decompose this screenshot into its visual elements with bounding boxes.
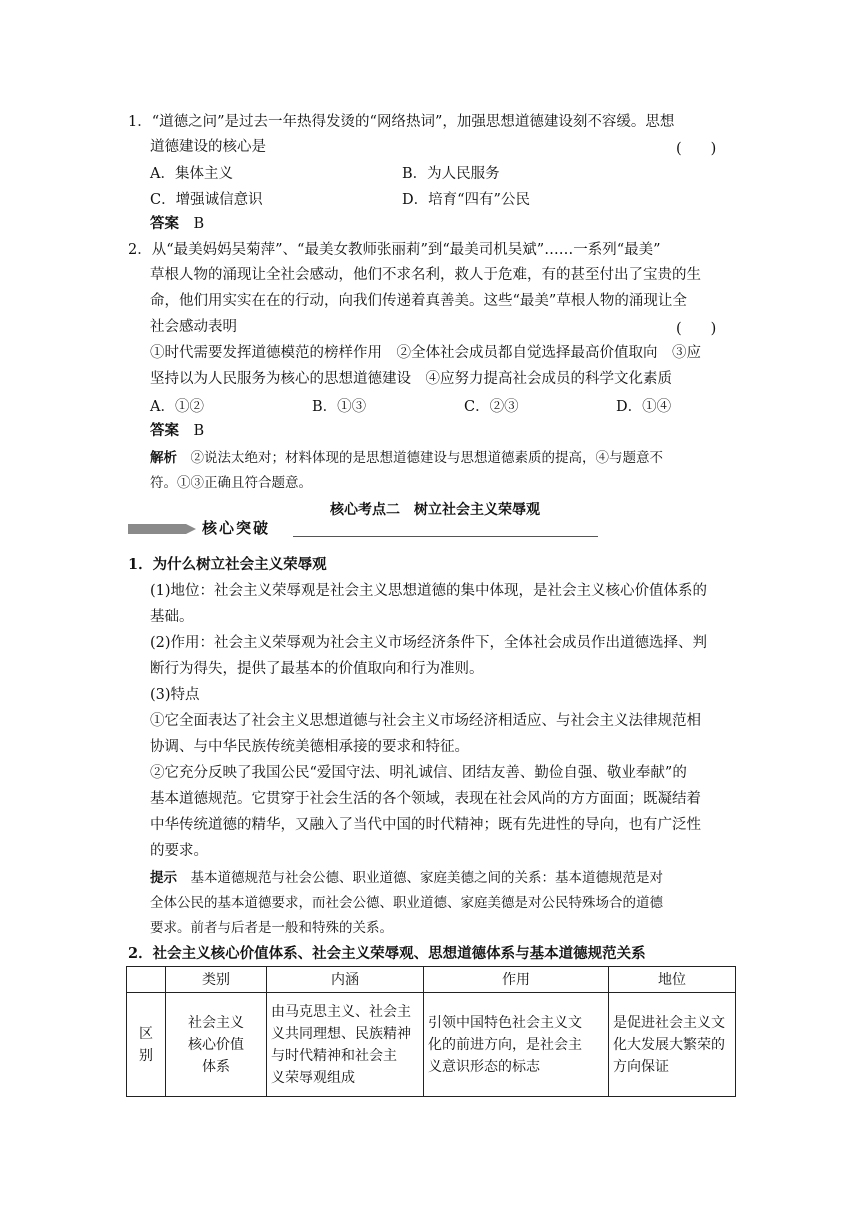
q1-answer xyxy=(150,214,204,234)
table-row xyxy=(127,993,736,1097)
p1-tip-line2: 全体公民的基本道德要求，而社会公德、职业道德、家庭美德是对公民特殊场合的道德 xyxy=(150,895,663,911)
q1-answer-value: B xyxy=(193,216,205,232)
comparison-table xyxy=(126,966,736,1097)
p1-line4: 断行为得失，提供了最基本的价值取向和行为准则。 xyxy=(150,661,484,677)
role-line1: 引领中国特色社会主义文 xyxy=(428,1014,582,1031)
banner-label: 核心突破 xyxy=(202,519,271,537)
category-line2: 核心价值 xyxy=(188,1036,244,1053)
role-line2: 化的前进方向，是社会主 xyxy=(428,1036,582,1053)
table-header-category: 类别 xyxy=(166,967,267,993)
p1-line10: 中华传统道德的精华，又融入了当代中国的时代精神；既有先进性的导向，也有广泛性 xyxy=(150,817,701,833)
table-header-status: 地位 xyxy=(609,967,736,993)
q1-option-d: D．培育“四有”公民 xyxy=(402,192,530,208)
table-row-label xyxy=(127,993,166,1097)
q2-answer-label: 答案 xyxy=(150,422,179,439)
row-label-char1: 区 xyxy=(139,1025,153,1042)
p1-line9: 基本道德规范。它贯穿于社会生活的各个领域，表现在社会风尚的方方面面；既凝结着 xyxy=(150,791,701,807)
q1-answer-paren: ( ) xyxy=(676,141,717,157)
q1-option-c: C．增强诚信意识 xyxy=(150,192,263,208)
p1-heading: 1．为什么树立社会主义荣辱观 xyxy=(128,556,327,573)
banner-bar xyxy=(128,524,186,534)
q2-analysis-text1: ②说法太绝对；材料体现的是思想道德建设与思想道德素质的提高，④与题意不 xyxy=(190,450,663,466)
q1-option-a: A．集体主义 xyxy=(150,166,233,182)
banner-rule xyxy=(293,536,598,537)
row-label-char2: 别 xyxy=(139,1047,153,1064)
p1-line11: 的要求。 xyxy=(150,843,208,859)
content-line2: 义共同理想、民族精神 xyxy=(271,1025,411,1042)
table-header-row xyxy=(127,967,736,993)
status-line1: 是促进社会主义文 xyxy=(613,1014,725,1031)
p1-line2: 基础。 xyxy=(150,609,194,625)
p1-tip-line3: 要求。前者与后者是一般和特殊的关系。 xyxy=(150,920,393,936)
role-line3: 义意识形态的标志 xyxy=(428,1058,540,1075)
q2-answer xyxy=(150,421,204,441)
table-header-blank xyxy=(127,967,166,993)
q2-line4: 社会感动表明 xyxy=(150,319,237,335)
table-cell-category xyxy=(166,993,267,1097)
table-header-role: 作用 xyxy=(424,967,609,993)
q2-line2: 草根人物的涌现让全社会感动，他们不求名利，救人于危难，有的甚至付出了宝贵的生 xyxy=(150,267,701,283)
q1-answer-label: 答案 xyxy=(150,215,179,232)
q2-analysis-line2: 符。①③正确且符合题意。 xyxy=(150,475,312,491)
section-title: 核心考点二 树立社会主义荣辱观 xyxy=(330,502,540,518)
status-line2: 化大发展大繁荣的 xyxy=(613,1036,725,1053)
p1-line6: ①它全面表达了社会主义思想道德与社会主义市场经济相适应、与社会主义法律规范相 xyxy=(150,713,701,729)
q2-statement2: 坚持以为人民服务为核心的思想道德建设 ④应努力提高社会成员的科学文化素质 xyxy=(150,371,672,387)
core-breakthrough-banner xyxy=(128,518,468,538)
q2-option-b: B．①③ xyxy=(312,399,367,415)
p1-tip-text1: 基本道德规范与社会公德、职业道德、家庭美德之间的关系：基本道德规范是对 xyxy=(190,870,663,886)
q2-analysis-label: 解析 xyxy=(150,450,177,466)
q2-option-a: A．①② xyxy=(150,399,204,415)
table-cell-role xyxy=(424,993,609,1097)
q2-line1: 2．从“最美妈妈吴菊萍”、“最美女教师张丽莉”到“最美司机吴斌”……一系列“最美” xyxy=(128,242,661,258)
p1-line1: (1)地位：社会主义荣辱观是社会主义思想道德的集中体现，是社会主义核心价值体系的 xyxy=(150,583,708,599)
status-line3: 方向保证 xyxy=(613,1058,669,1075)
p2-heading: 2．社会主义核心价值体系、社会主义荣辱观、思想道德体系与基本道德规范关系 xyxy=(128,945,646,962)
p1-line3: (2)作用：社会主义荣辱观为社会主义市场经济条件下，全体社会成员作出道德选择、判 xyxy=(150,635,708,651)
content-line4: 义荣辱观组成 xyxy=(271,1069,355,1086)
p1-line8: ②它充分反映了我国公民“爱国守法、明礼诚信、团结友善、勤俭自强、敬业奉献”的 xyxy=(150,765,687,781)
q1-line1: 1．“道德之问”是过去一年热得发烫的“网络热词”，加强思想道德建设刻不容缓。思想 xyxy=(128,114,675,130)
banner-arrow xyxy=(186,524,196,534)
table-cell-content xyxy=(267,993,424,1097)
q2-statement1: ①时代需要发挥道德模范的榜样作用 ②全体社会成员都自觉选择最高价值取向 ③应 xyxy=(150,345,701,361)
q2-line3: 命，他们用实实在在的行动，向我们传递着真善美。这些“最美”草根人物的涌现让全 xyxy=(150,293,687,309)
p1-tip-line1 xyxy=(150,868,663,888)
p1-tip-label: 提示 xyxy=(150,870,177,886)
category-line3: 体系 xyxy=(202,1058,230,1075)
table-cell-status xyxy=(609,993,736,1097)
content-line1: 由马克思主义、社会主 xyxy=(271,1003,411,1020)
q1-option-b: B．为人民服务 xyxy=(402,166,500,182)
q2-answer-value: B xyxy=(193,423,205,439)
q2-option-c: C．②③ xyxy=(464,399,519,415)
q1-line2: 道德建设的核心是 xyxy=(150,139,266,155)
p1-line5: (3)特点 xyxy=(150,687,200,703)
q2-option-d: D．①④ xyxy=(616,399,672,415)
q2-answer-paren: ( ) xyxy=(676,321,717,337)
q2-analysis-line1 xyxy=(150,448,663,468)
p1-line7: 协调、与中华民族传统美德相承接的要求和特征。 xyxy=(150,739,469,755)
category-line1: 社会主义 xyxy=(188,1014,244,1031)
table-header-content: 内涵 xyxy=(267,967,424,993)
content-line3: 与时代精神和社会主 xyxy=(271,1047,397,1064)
